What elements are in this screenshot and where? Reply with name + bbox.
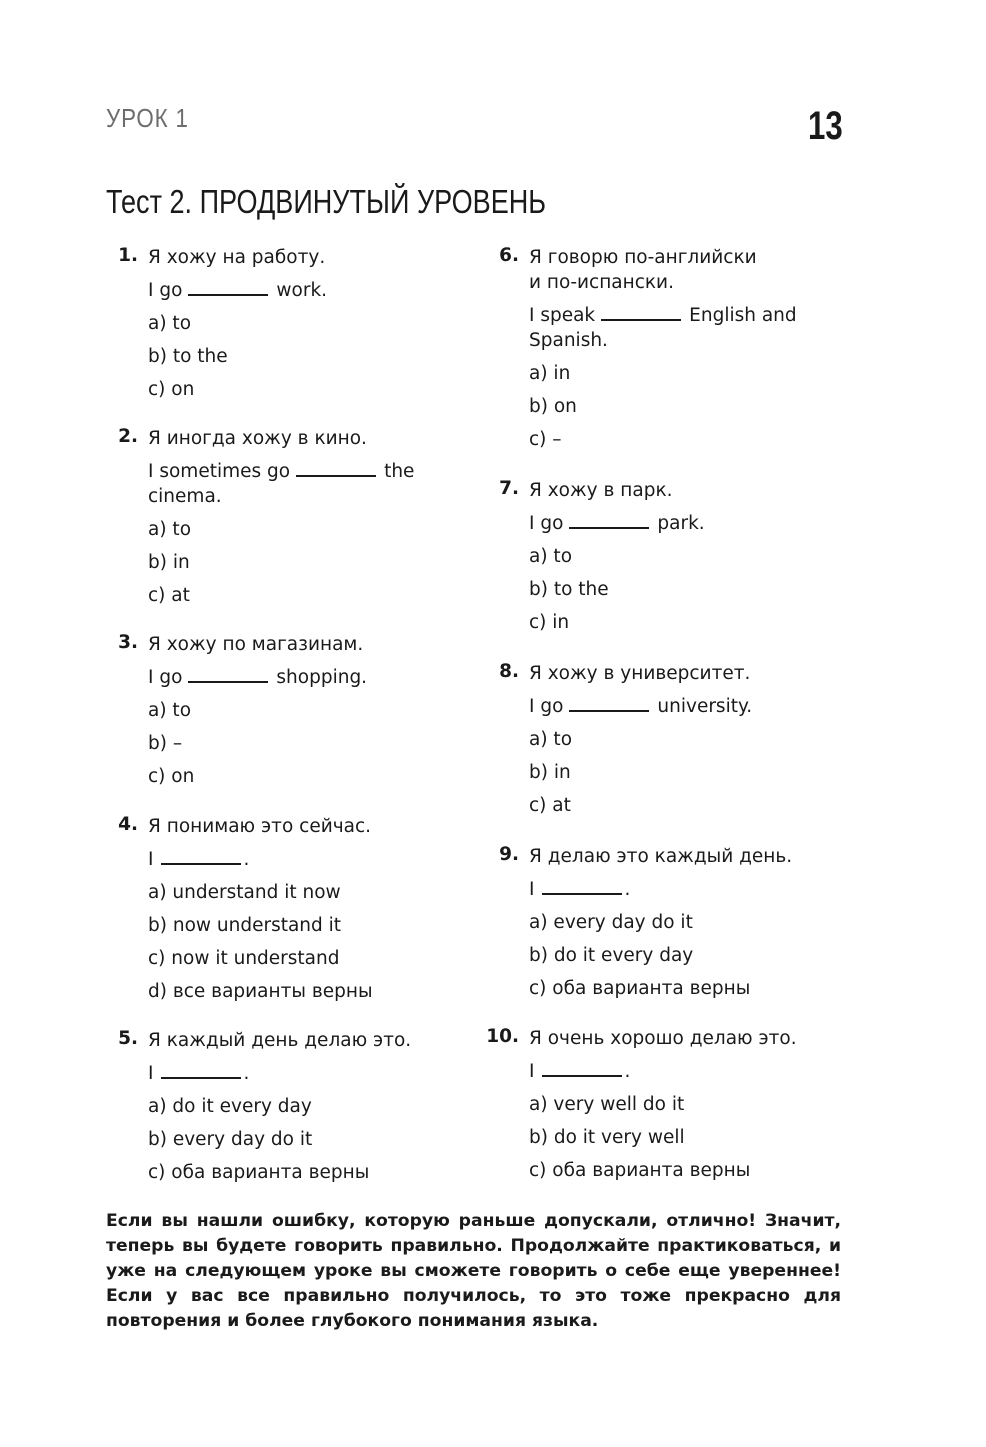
- answer-blank: [188, 665, 268, 683]
- question-english: [148, 459, 428, 509]
- question-number: 6.: [499, 245, 519, 266]
- english-suffix: the cinema.: [148, 461, 415, 507]
- lesson-header: УРОК 1: [106, 103, 189, 133]
- option-a: a) to: [529, 546, 573, 567]
- answer-blank: [601, 303, 681, 321]
- option-a: a) very well do it: [529, 1094, 685, 1115]
- question-number: 1.: [118, 245, 138, 266]
- option-b: b) every day do it: [148, 1129, 313, 1150]
- option-a: a) do it every day: [148, 1096, 312, 1117]
- question-english: [148, 1061, 448, 1086]
- option-c: c) at: [529, 795, 571, 816]
- option-d: d) все варианты верны: [148, 981, 373, 1002]
- english-prefix: I go: [148, 280, 183, 301]
- answer-blank: [188, 278, 268, 296]
- english-prefix: I sometimes go: [148, 461, 291, 482]
- option-a: a) to: [148, 519, 192, 540]
- page-number: 13: [808, 104, 843, 148]
- option-c: c) оба варианта верны: [529, 1160, 751, 1181]
- answer-blank: [542, 1059, 622, 1077]
- question-number: 4.: [118, 814, 138, 835]
- english-prefix: I: [529, 879, 535, 900]
- option-c: c) now it understand: [148, 948, 340, 969]
- option-b: b) to the: [148, 346, 228, 367]
- english-suffix: .: [624, 1061, 631, 1082]
- question-number: 9.: [499, 844, 519, 865]
- question-russian: Я иногда хожу в кино.: [148, 428, 367, 449]
- question-russian: Я хожу на работу.: [148, 247, 326, 268]
- question-russian: Я говорю по-английски и по-испански.: [529, 247, 757, 293]
- english-prefix: I go: [148, 667, 183, 688]
- option-b: b) do it every day: [529, 945, 694, 966]
- question-english: [148, 665, 448, 690]
- question-english: [529, 877, 829, 902]
- option-a: a) to: [529, 729, 573, 750]
- question-english: [529, 1059, 829, 1084]
- option-c: c) in: [529, 612, 570, 633]
- option-b: b) now understand it: [148, 915, 342, 936]
- option-c: c) оба варианта верны: [148, 1162, 370, 1183]
- answer-blank: [542, 877, 622, 895]
- option-a: a) to: [148, 313, 192, 334]
- option-c: c) –: [529, 429, 562, 450]
- question-russian: Я делаю это каждый день.: [529, 846, 793, 867]
- english-prefix: I speak: [529, 305, 596, 326]
- question-russian: Я хожу в парк.: [529, 480, 673, 501]
- question-number: 3.: [118, 632, 138, 653]
- question-number: 2.: [118, 426, 138, 447]
- option-a: a) to: [148, 700, 192, 721]
- question-number: 10.: [486, 1026, 519, 1047]
- answer-blank: [161, 1061, 241, 1079]
- question-russian: Я понимаю это сейчас.: [148, 816, 372, 837]
- answer-blank: [161, 847, 241, 865]
- answer-blank: [569, 511, 649, 529]
- option-a: a) in: [529, 363, 571, 384]
- test-title: Тест 2. ПРОДВИНУТЫЙ УРОВЕНЬ: [106, 183, 547, 220]
- option-a: a) every day do it: [529, 912, 693, 933]
- english-prefix: I go: [529, 696, 564, 717]
- option-c: c) on: [148, 379, 195, 400]
- footer-note: Если вы нашли ошибку, которую раньше допускали, отлично! Значит, теперь вы будете говорить правильно. Продолжайте практиковаться, и уже на следующем уроке вы сможете говорить о себе еще увереннее! Если у вас все правильно получилось, то это тоже прекрасно для повторения и более глубокого понимания языка.: [106, 1211, 841, 1331]
- question-english: [529, 303, 819, 353]
- option-c: c) at: [148, 585, 190, 606]
- answer-blank: [569, 694, 649, 712]
- english-prefix: I: [148, 1063, 154, 1084]
- english-suffix: English and Spanish.: [529, 305, 797, 351]
- english-suffix: .: [243, 849, 250, 870]
- option-b: b) do it very well: [529, 1127, 685, 1148]
- question-russian: Я хожу по магазинам.: [148, 634, 364, 655]
- option-b: b) to the: [529, 579, 609, 600]
- english-prefix: I: [148, 849, 154, 870]
- question-number: 5.: [118, 1028, 138, 1049]
- option-c: c) оба варианта верны: [529, 978, 751, 999]
- answer-blank: [296, 459, 376, 477]
- english-prefix: I go: [529, 513, 564, 534]
- english-suffix: .: [624, 879, 631, 900]
- question-russian: Я хожу в университет.: [529, 663, 751, 684]
- question-russian: Я каждый день делаю это.: [148, 1030, 412, 1051]
- question-number: 8.: [499, 661, 519, 682]
- option-b: b) in: [148, 552, 190, 573]
- option-b: b) –: [148, 733, 183, 754]
- question-english: [148, 847, 448, 872]
- english-suffix: .: [243, 1063, 250, 1084]
- question-russian: Я очень хорошо делаю это.: [529, 1028, 797, 1049]
- english-suffix: university.: [657, 696, 753, 717]
- english-suffix: park.: [657, 513, 705, 534]
- option-b: b) in: [529, 762, 571, 783]
- option-a: a) understand it now: [148, 882, 341, 903]
- question-english: [148, 278, 448, 303]
- question-english: [529, 511, 829, 536]
- english-suffix: shopping.: [276, 667, 368, 688]
- option-c: c) on: [148, 766, 195, 787]
- question-english: [529, 694, 829, 719]
- option-b: b) on: [529, 396, 577, 417]
- english-suffix: work.: [276, 280, 328, 301]
- english-prefix: I: [529, 1061, 535, 1082]
- question-number: 7.: [499, 478, 519, 499]
